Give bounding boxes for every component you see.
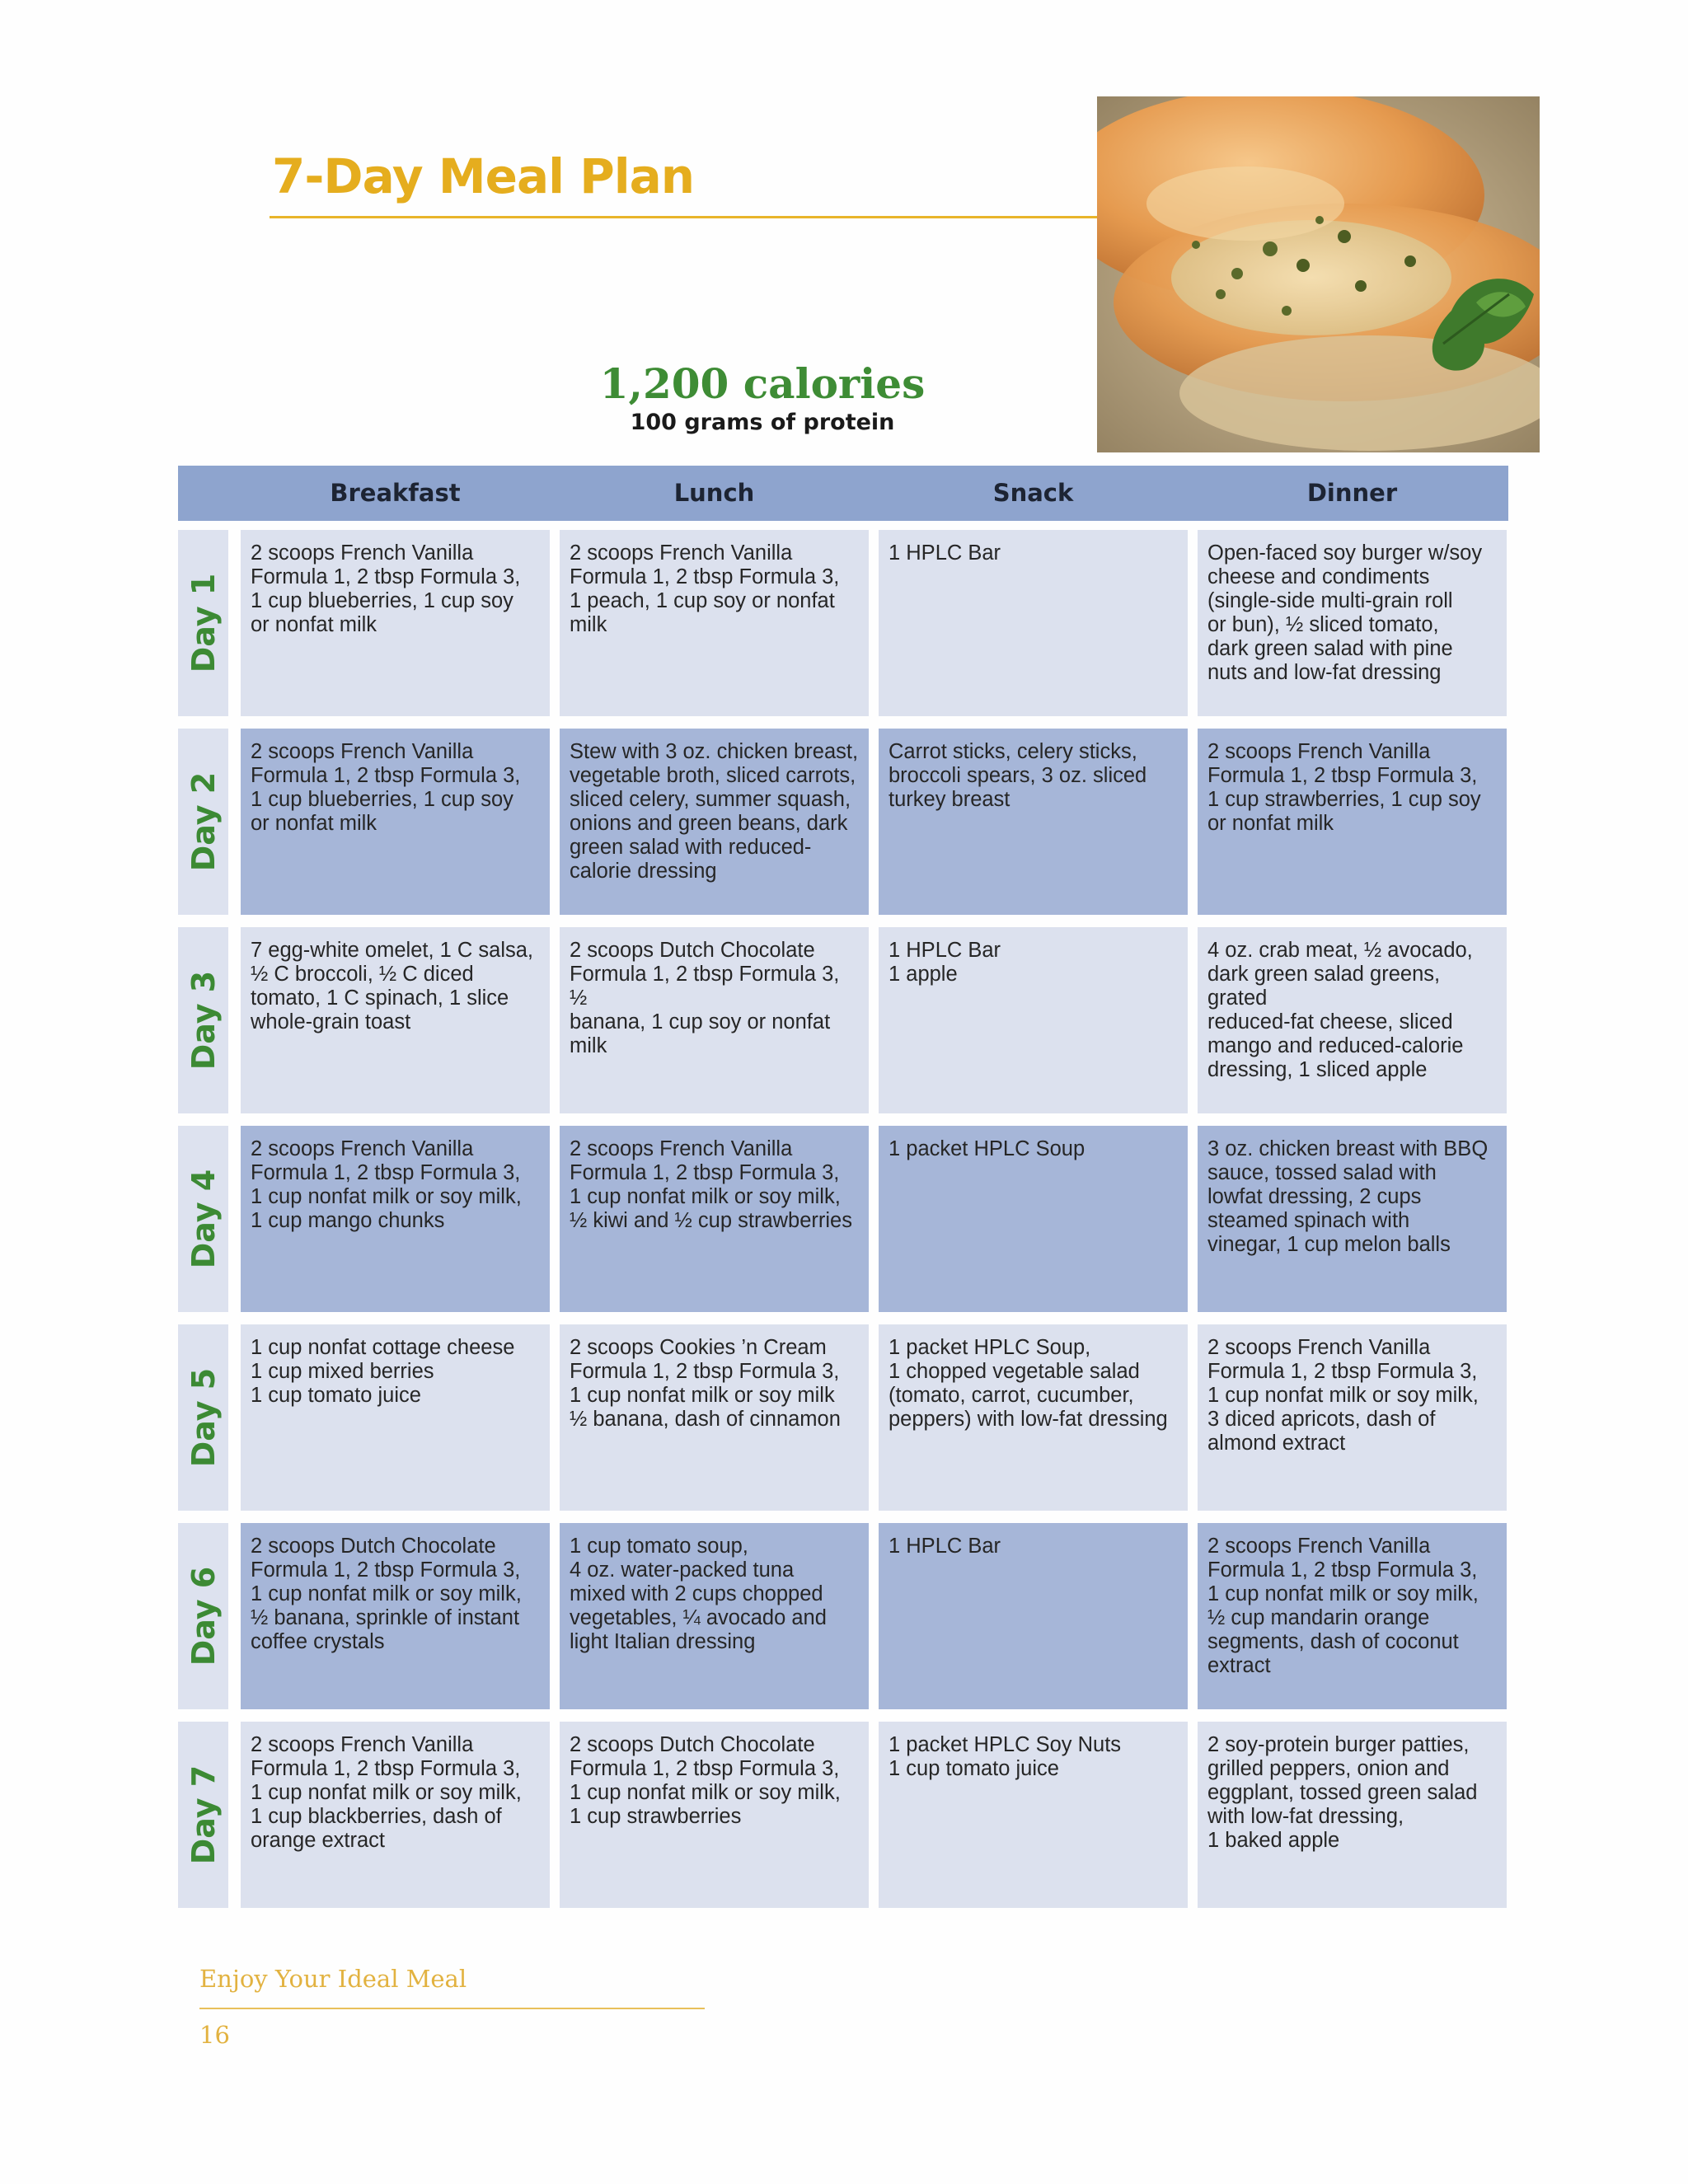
day-label: Day 2 [185, 771, 222, 872]
snack-cell: 1 packet HPLC Soup, 1 chopped vegetable salad (tomato, carrot, cucumber, peppers) with low-fat dressing [879, 1324, 1188, 1511]
dinner-cell: 2 scoops French Vanilla Formula 1, 2 tbsp Formula 3, 1 cup nonfat milk or soy milk, 3 diced apricots, dash of almond extract [1198, 1324, 1507, 1511]
protein-subheading: 100 grams of protein [630, 410, 895, 435]
column-header-breakfast: Breakfast [330, 479, 461, 507]
day-label-tab [178, 1126, 228, 1312]
column-header-lunch: Lunch [673, 479, 755, 507]
dinner-cell: 2 soy-protein burger patties, grilled peppers, onion and eggplant, tossed green salad with low-fat dressing, 1 baked apple [1198, 1722, 1507, 1908]
day-label-tab [178, 927, 228, 1113]
breakfast-cell: 2 scoops French Vanilla Formula 1, 2 tbsp Formula 3, 1 cup blueberries, 1 cup soy or nonfat milk [241, 530, 550, 716]
day-label-tab [178, 729, 228, 915]
page-number: 16 [199, 2021, 230, 2049]
dinner-cell: 3 oz. chicken breast with BBQ sauce, tossed salad with lowfat dressing, 2 cups steamed spinach with vinegar, 1 cup melon balls [1198, 1126, 1507, 1312]
food-photo [1097, 96, 1540, 452]
snack-cell: 1 HPLC Bar [879, 530, 1188, 716]
lunch-cell: 2 scoops Dutch Chocolate Formula 1, 2 tbsp Formula 3, ½ banana, 1 cup soy or nonfat milk [560, 927, 869, 1113]
day-label: Day 3 [185, 970, 222, 1071]
day-label-tab [178, 530, 228, 716]
lunch-cell: 2 scoops French Vanilla Formula 1, 2 tbsp Formula 3, 1 cup nonfat milk or soy milk, ½ kiwi and ½ cup strawberries [560, 1126, 869, 1312]
lunch-cell: 2 scoops Dutch Chocolate Formula 1, 2 tbsp Formula 3, 1 cup nonfat milk or soy milk, 1 cup strawberries [560, 1722, 869, 1908]
day-label-tab [178, 1722, 228, 1908]
dinner-cell: Open-faced soy burger w/soy cheese and condiments (single-side multi-grain roll or bun), ½ sliced tomato, dark green salad with pine nuts and low-fat dressing [1198, 530, 1507, 716]
column-header-dinner: Dinner [1306, 479, 1398, 507]
snack-cell: Carrot sticks, celery sticks, broccoli spears, 3 oz. sliced turkey breast [879, 729, 1188, 915]
lunch-cell: Stew with 3 oz. chicken breast, vegetable broth, sliced carrots, sliced celery, summer squash, onions and green beans, dark green salad with reduced- calorie dressing [560, 729, 869, 915]
breakfast-cell: 2 scoops Dutch Chocolate Formula 1, 2 tbsp Formula 3, 1 cup nonfat milk or soy milk, ½ banana, sprinkle of instant coffee crystals [241, 1523, 550, 1709]
day-label: Day 6 [185, 1566, 222, 1666]
snack-cell: 1 packet HPLC Soup [879, 1126, 1188, 1312]
page-title: 7-Day Meal Plan [272, 148, 695, 204]
table-header [178, 466, 1508, 521]
footer-divider [199, 2008, 705, 2009]
calories-heading: 1,200 calories [599, 359, 926, 408]
title-divider [270, 216, 1098, 218]
snack-cell: 1 packet HPLC Soy Nuts 1 cup tomato juice [879, 1722, 1188, 1908]
breakfast-cell: 7 egg-white omelet, 1 C salsa, ½ C broccoli, ½ C diced tomato, 1 C spinach, 1 slice whole-grain toast [241, 927, 550, 1113]
dinner-cell: 2 scoops French Vanilla Formula 1, 2 tbsp Formula 3, 1 cup strawberries, 1 cup soy or nonfat milk [1198, 729, 1507, 915]
lunch-cell: 1 cup tomato soup, 4 oz. water-packed tuna mixed with 2 cups chopped vegetables, ¼ avocado and light Italian dressing [560, 1523, 869, 1709]
lunch-cell: 2 scoops French Vanilla Formula 1, 2 tbsp Formula 3, 1 peach, 1 cup soy or nonfat milk [560, 530, 869, 716]
lunch-cell: 2 scoops Cookies ’n Cream Formula 1, 2 tbsp Formula 3, 1 cup nonfat milk or soy milk ½ banana, dash of cinnamon [560, 1324, 869, 1511]
day-label-tab [178, 1523, 228, 1709]
snack-cell: 1 HPLC Bar [879, 1523, 1188, 1709]
day-label: Day 4 [185, 1169, 222, 1269]
breakfast-cell: 2 scoops French Vanilla Formula 1, 2 tbsp Formula 3, 1 cup blueberries, 1 cup soy or nonfat milk [241, 729, 550, 915]
breakfast-cell: 1 cup nonfat cottage cheese 1 cup mixed berries 1 cup tomato juice [241, 1324, 550, 1511]
snack-cell: 1 HPLC Bar 1 apple [879, 927, 1188, 1113]
day-label-tab [178, 1324, 228, 1511]
dinner-cell: 4 oz. crab meat, ½ avocado, dark green salad greens, grated reduced-fat cheese, sliced mango and reduced-calorie dressing, 1 sliced apple [1198, 927, 1507, 1113]
day-label: Day 7 [185, 1765, 222, 1865]
dinner-cell: 2 scoops French Vanilla Formula 1, 2 tbsp Formula 3, 1 cup nonfat milk or soy milk, ½ cup mandarin orange segments, dash of coconut extract [1198, 1523, 1507, 1709]
footer-title: Enjoy Your Ideal Meal [199, 1965, 467, 1993]
breakfast-cell: 2 scoops French Vanilla Formula 1, 2 tbsp Formula 3, 1 cup nonfat milk or soy milk, 1 cup mango chunks [241, 1126, 550, 1312]
day-label: Day 5 [185, 1367, 222, 1468]
day-label: Day 1 [185, 573, 222, 673]
column-header-snack: Snack [992, 479, 1074, 507]
breakfast-cell: 2 scoops French Vanilla Formula 1, 2 tbsp Formula 3, 1 cup nonfat milk or soy milk, 1 cup blackberries, dash of orange extract [241, 1722, 550, 1908]
